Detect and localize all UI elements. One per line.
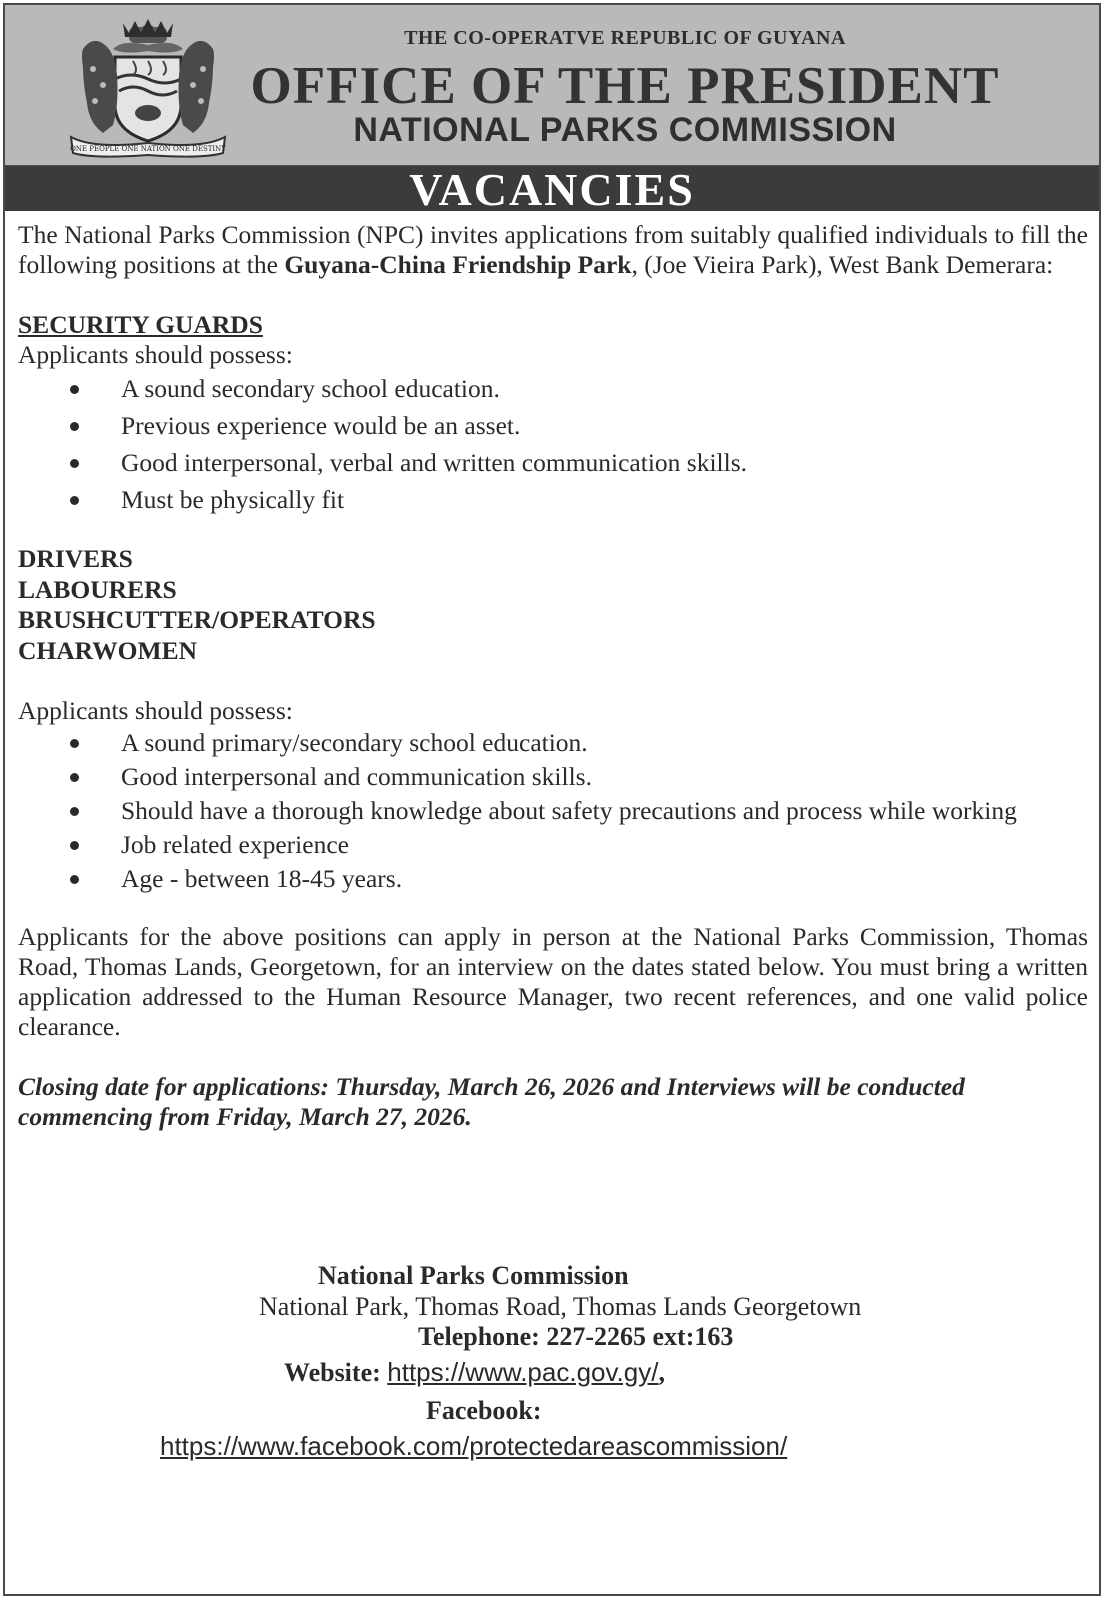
role-title: DRIVERS: [18, 544, 133, 573]
bullet-icon: [70, 496, 79, 505]
vacancies-title: VACANCIES: [409, 164, 695, 215]
contact-address: National Park, Thomas Road, Thomas Lands Georgetown: [259, 1292, 862, 1321]
other-requirements-lead: Applicants should possess:: [18, 696, 293, 725]
commission-title: NATIONAL PARKS COMMISSION: [353, 111, 897, 149]
website-label: Website:: [284, 1358, 381, 1387]
list-item: A sound primary/secondary school education.: [18, 728, 1088, 757]
vacancies-banner: [5, 164, 1099, 215]
list-item: Job related experience: [18, 830, 1088, 859]
role-title: BRUSHCUTTER/OPERATORS: [18, 605, 376, 634]
park-name: Guyana-China Friendship Park: [284, 250, 632, 279]
list-item: Good interpersonal and communication skills.: [18, 762, 1088, 791]
list-item: Previous experience would be an asset.: [18, 411, 1088, 440]
contact-org: National Parks Commission: [318, 1261, 629, 1290]
intro-paragraph: [18, 220, 1088, 280]
bullet-icon: [70, 807, 79, 816]
header-banner: [5, 5, 1099, 167]
list-item: Must be physically fit: [18, 485, 1088, 514]
security-requirements-lead: Applicants should possess:: [18, 340, 293, 369]
role-title: LABOURERS: [18, 574, 177, 604]
list-item: Should have a thorough knowledge about safety precautions and process while working: [18, 796, 1088, 825]
intro-text: The National Parks Commission (NPC) invites applications from suitably qualified individuals to fill the following positions at the: [18, 220, 1088, 279]
bullet-icon: [70, 773, 79, 782]
facebook-line: [160, 1431, 787, 1462]
other-requirements-list: [18, 728, 1088, 893]
contact-telephone: Telephone: 227-2265 ext:163: [418, 1322, 734, 1351]
facebook-link[interactable]: https://www.facebook.com/protectedareascommission/: [160, 1431, 788, 1461]
bullet-icon: [70, 841, 79, 850]
website-line: [284, 1357, 665, 1388]
bullet-icon: [70, 739, 79, 748]
bullet-icon: [70, 875, 79, 884]
closing-date-notice: Closing date for applications: Thursday, March 26, 2026 and Interviews will be conducted commencing from Friday, March 27, 2026.: [18, 1072, 965, 1131]
list-item: A sound secondary school education.: [18, 374, 1088, 403]
role-title: CHARWOMEN: [18, 635, 198, 665]
list-item: Good interpersonal, verbal and written communication skills.: [18, 448, 1088, 477]
security-requirements-list: [18, 374, 1088, 514]
other-roles-headings: [18, 544, 1088, 666]
facebook-label: Facebook:: [426, 1396, 542, 1425]
bullet-icon: [70, 422, 79, 431]
office-title: OFFICE OF THE PRESIDENT: [250, 57, 1000, 115]
republic-title: THE CO-OPERATVE REPUBLIC OF GUYANA: [404, 27, 846, 49]
website-link[interactable]: https://www.pac.gov.gy/: [387, 1357, 659, 1387]
intro-text-end: , (Joe Vieira Park), West Bank Demerara:: [631, 250, 1054, 279]
security-guards-heading: SECURITY GUARDS: [18, 310, 263, 339]
coat-of-arms-icon: [63, 9, 233, 161]
bullet-icon: [70, 385, 79, 394]
application-instructions: Applicants for the above positions can apply in person at the National Parks Commission, Thomas Road, Thomas Lands, Georgetown, for an interview on the dates stated below. You must bring a written application addressed to the Human Resource Manager, two recent references, and one valid police clearance.: [18, 922, 1088, 1041]
list-item: Age - between 18-45 years.: [18, 864, 1088, 893]
website-comma: ,: [658, 1358, 665, 1387]
advert-body: [18, 220, 1088, 1132]
svg-text:ONE PEOPLE ONE NATION ONE DEST: ONE PEOPLE ONE NATION ONE DESTINY: [70, 145, 226, 153]
bullet-icon: [70, 459, 79, 468]
